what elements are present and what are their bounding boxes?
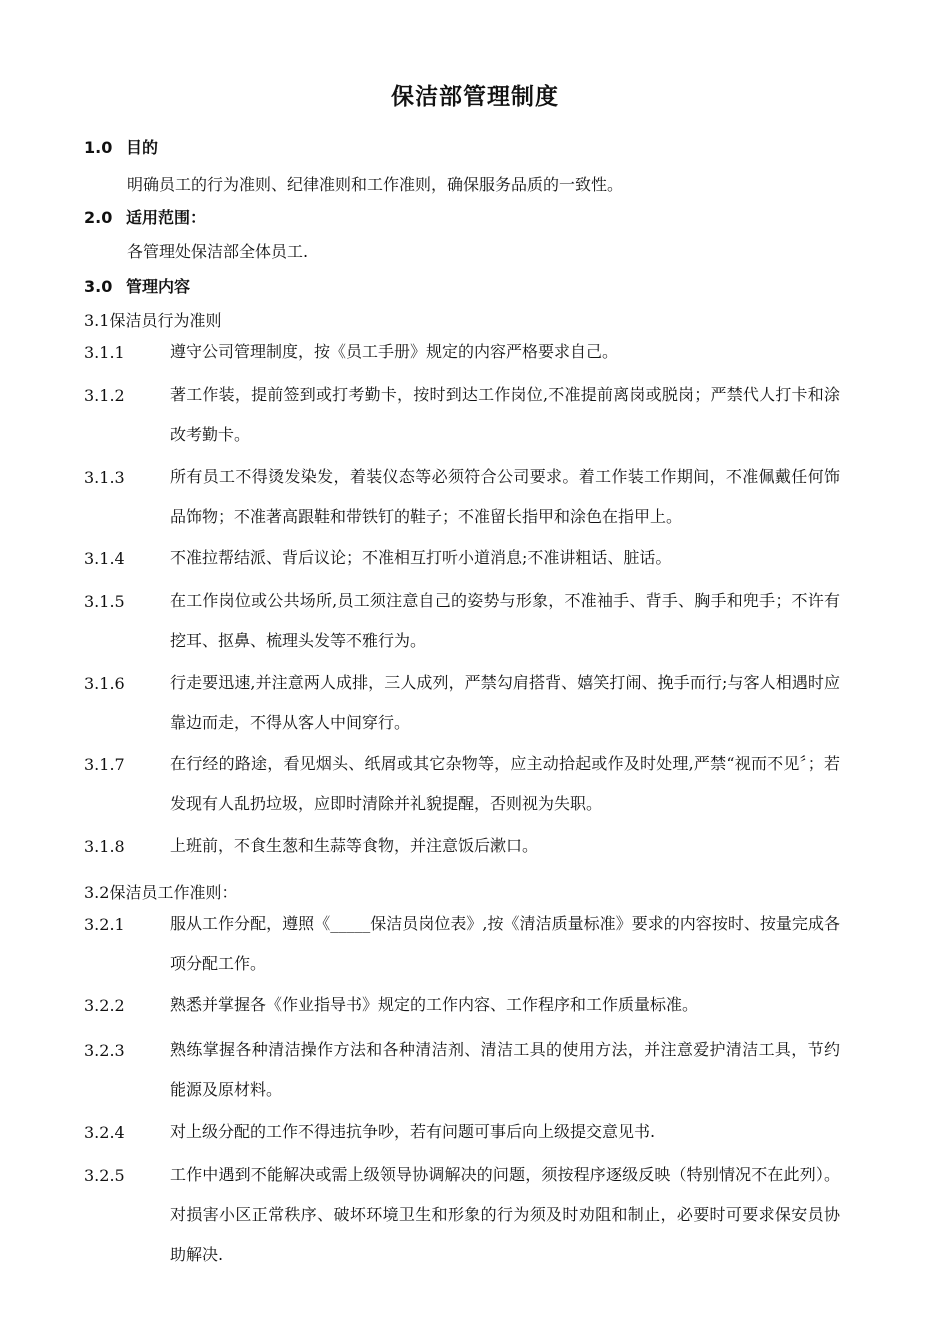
clause-text: 不准拉帮结派、背后议论；不准相互打听小道消息;不准讲粗话、脏话。 (170, 548, 672, 567)
section-3-heading (84, 274, 190, 297)
clause-text: 遵守公司管理制度，按《员工手册》规定的内容严格要求自己。 (170, 342, 619, 361)
clause-text: 工作中遇到不能解决或需上级领导协调解决的问题，须按程序逐级反映（特别情况不在此列）。对损害小区正常秩序、破坏环境卫生和形象的行为须及时劝阻和制止，必要时可要求保安员协助解决. (170, 1165, 840, 1264)
clause-number: 3.2.2 (84, 996, 125, 1015)
section-1-heading (84, 135, 158, 158)
subsection-3-2-heading: 3.2保洁员工作准则： (84, 883, 238, 902)
clause-number: 3.1.6 (84, 674, 125, 693)
clause-number: 3.1.3 (84, 468, 125, 487)
section-2-heading (84, 205, 206, 228)
clause-number: 3.2.1 (84, 915, 125, 934)
clause-text: 对上级分配的工作不得违抗争吵，若有问题可事后向上级提交意见书. (170, 1122, 656, 1141)
section-1-number: 1.0 (84, 138, 113, 157)
clause-text: 熟悉并掌握各《作业指导书》规定的工作内容、工作程序和工作质量标准。 (170, 995, 699, 1014)
clause-text: 在行经的路途，看见烟头、纸屑或其它杂物等，应主动拾起或作及时处理,严禁“视而不见〞；若发现有人乱扔垃圾，应即时清除并礼貌提醒，否则视为失职。 (170, 754, 840, 813)
clause-text: 在工作岗位或公共场所,员工须注意自己的姿势与形象，不准袖手、背手、胸手和兜手；不许有挖耳、抠鼻、梳理头发等不雅行为。 (170, 591, 840, 650)
clause-number: 3.2.4 (84, 1123, 125, 1142)
section-3-title: 管理内容 (126, 277, 191, 296)
clause-text: 服从工作分配，遵照《_____保洁员岗位表》,按《清洁质量标准》要求的内容按时、按量完成各项分配工作。 (170, 914, 840, 973)
section-2-title: 适用范围： (126, 208, 207, 227)
clause-number: 3.2.3 (84, 1041, 125, 1060)
clause-number: 3.1.8 (84, 837, 125, 856)
clause-number: 3.1.1 (84, 343, 125, 362)
clause-number: 3.1.2 (84, 386, 125, 405)
section-1-body: 明确员工的行为准则、纪律准则和工作准则，确保服务品质的一致性。 (127, 175, 624, 194)
clause-text: 著工作装，提前签到或打考勤卡，按时到达工作岗位,不准提前离岗或脱岗；严禁代人打卡和涂改考勤卡。 (170, 385, 840, 444)
subsection-3-1-heading: 3.1保洁员行为准则 (84, 311, 222, 330)
clause-text: 行走要迅速,并注意两人成排，三人成列，严禁勾肩搭背、嬉笑打闹、挽手而行;与客人相遇时应靠边而走，不得从客人中间穿行。 (170, 673, 840, 732)
clause-number: 3.1.7 (84, 755, 125, 774)
clause-text: 上班前，不食生葱和生蒜等食物，并注意饭后漱口。 (170, 836, 539, 855)
clause-number: 3.2.5 (84, 1166, 125, 1185)
section-2-body: 各管理处保洁部全体员工. (127, 242, 309, 261)
section-1-title: 目的 (126, 138, 159, 157)
clause-text: 所有员工不得烫发染发，着装仪态等必须符合公司要求。着工作装工作期间，不准佩戴任何饰品饰物；不准著高跟鞋和带铁钉的鞋子；不准留长指甲和涂色在指甲上。 (170, 467, 840, 526)
clause-number: 3.1.5 (84, 592, 125, 611)
clause-number: 3.1.4 (84, 549, 125, 568)
clause-text: 熟练掌握各种清洁操作方法和各种清洁剂、清洁工具的使用方法，并注意爱护清洁工具，节约能源及原材料。 (170, 1040, 840, 1099)
section-2-number: 2.0 (84, 208, 113, 227)
section-3-number: 3.0 (84, 277, 113, 296)
document-title: 保洁部管理制度 (391, 84, 559, 110)
